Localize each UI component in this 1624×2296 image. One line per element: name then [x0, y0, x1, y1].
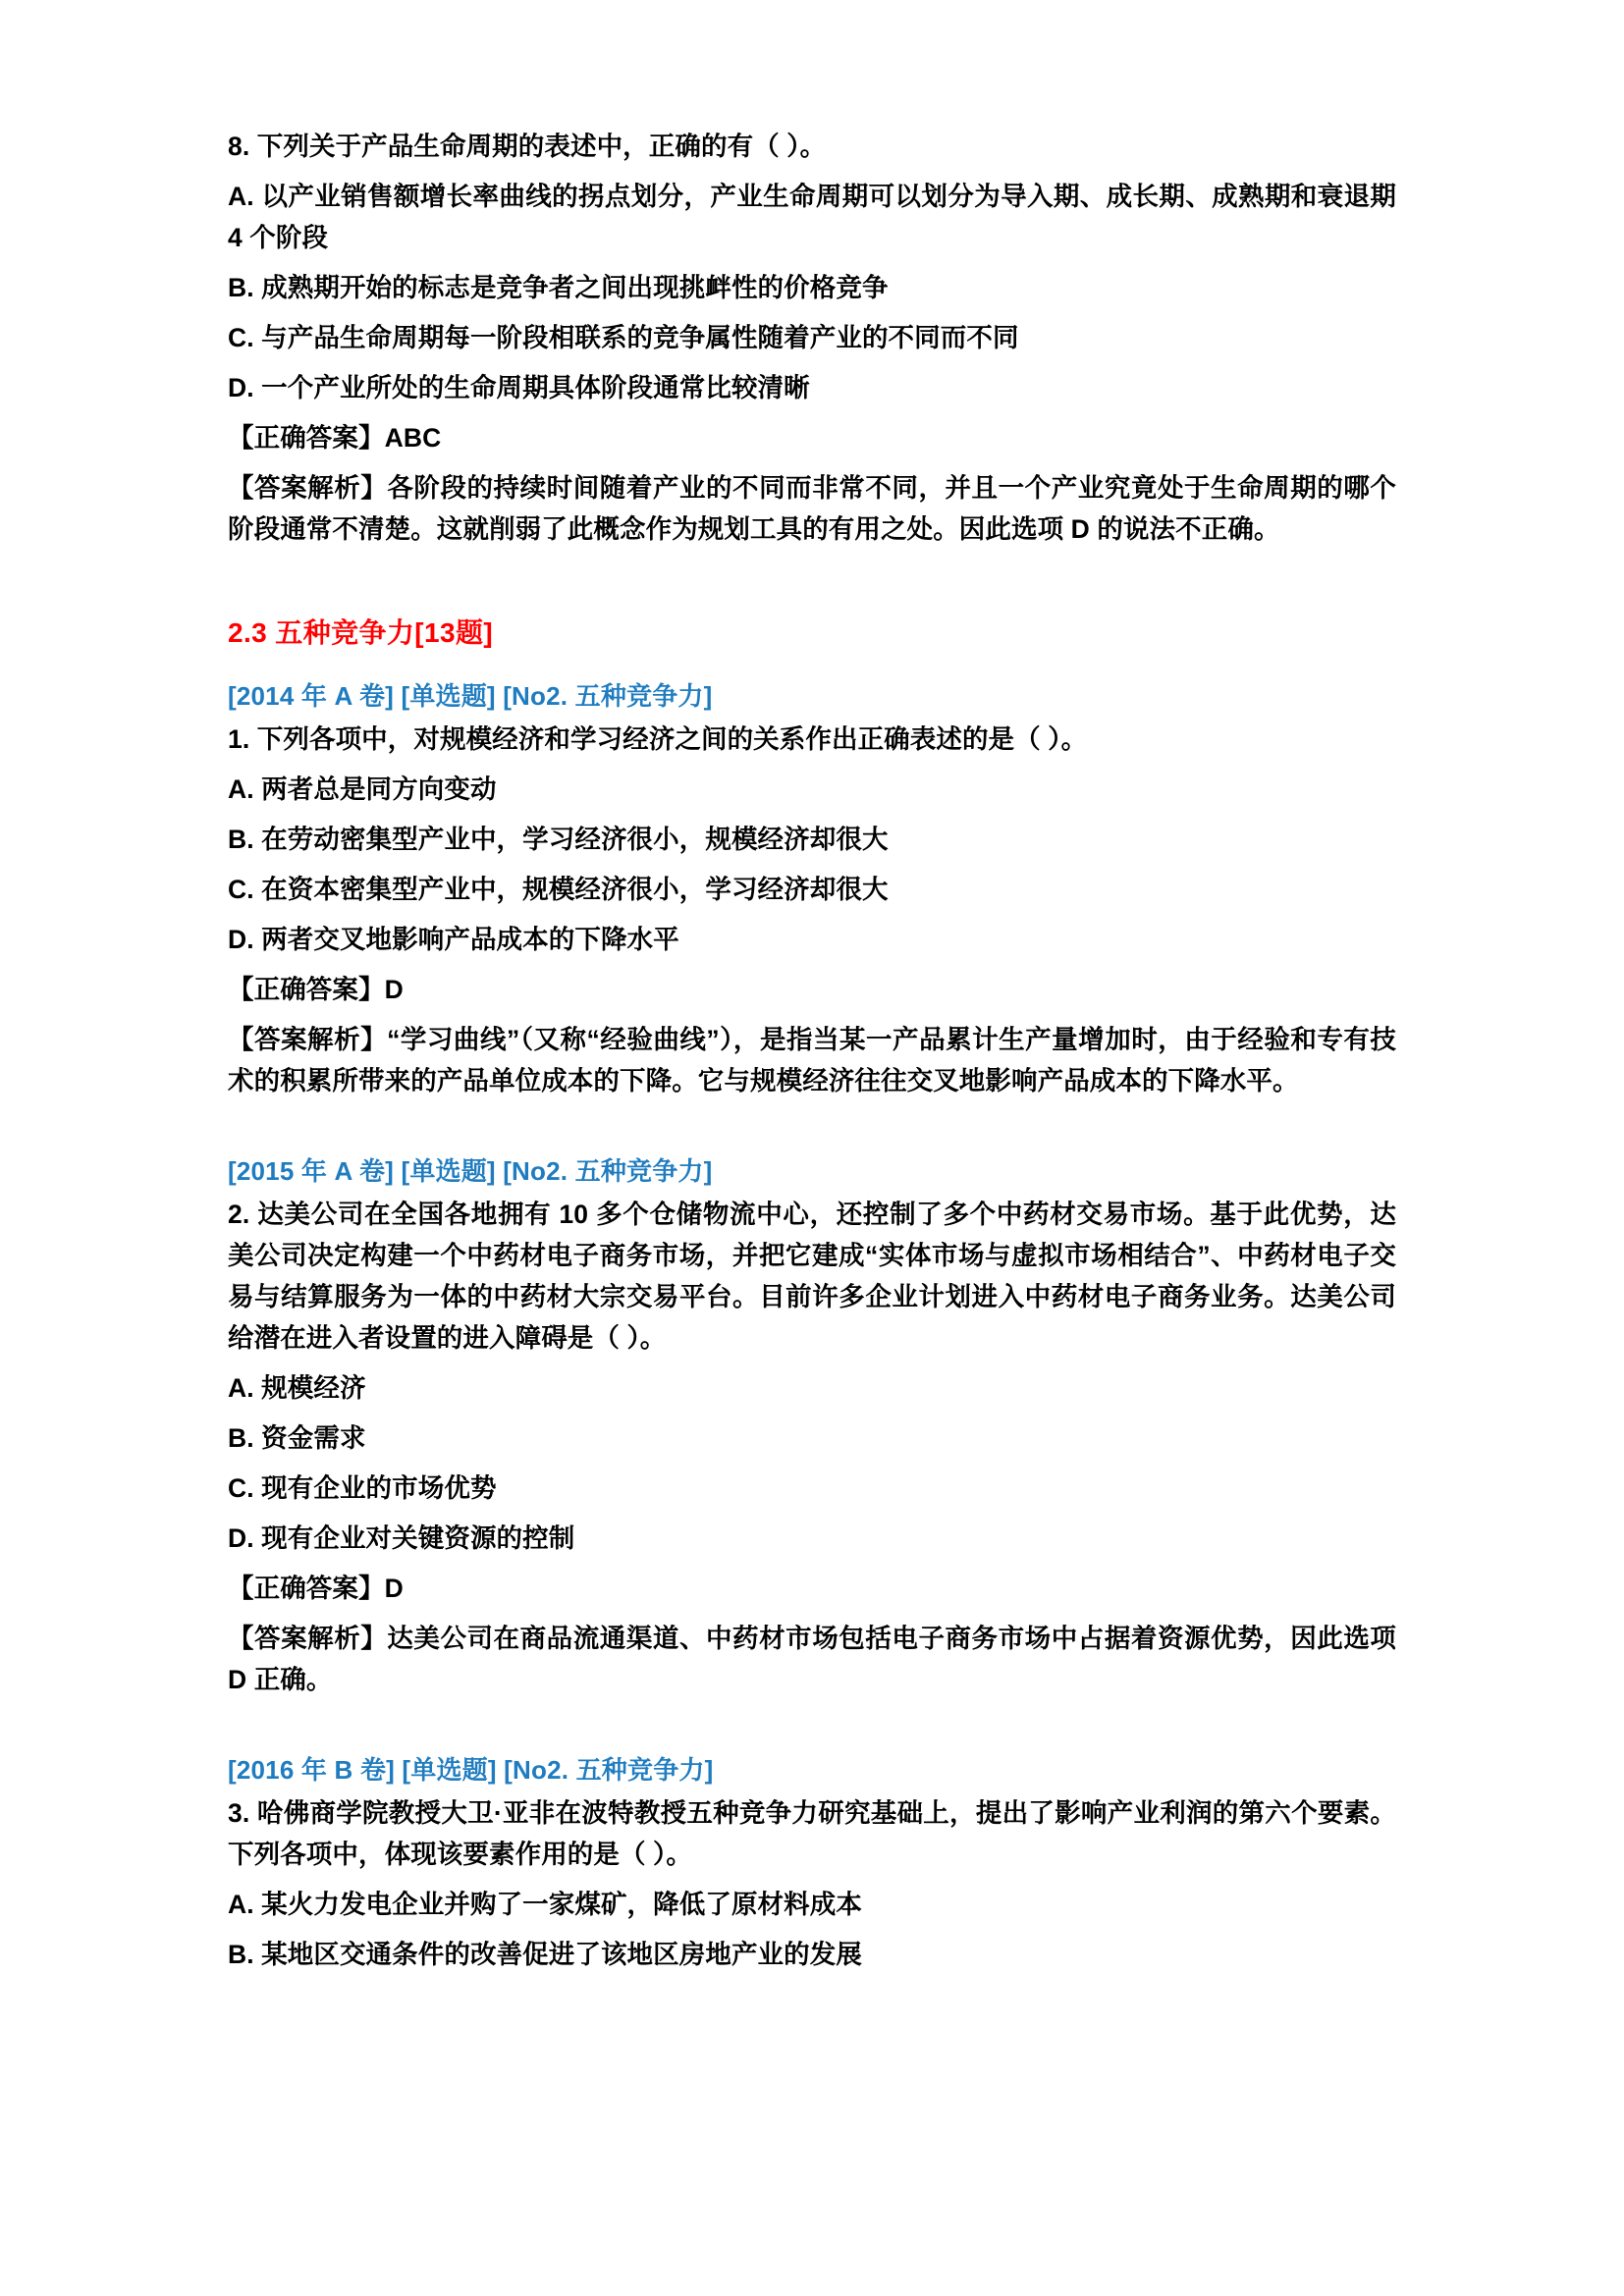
section-heading: 2.3 五种竞争力[13题]	[228, 617, 494, 648]
answer-analysis: 【答案解析】达美公司在商品流通渠道、中药材市场包括电子商务市场中占据着资源优势，因此选项 D 正确。	[228, 1624, 1396, 1694]
question-block-1	[228, 676, 1396, 1101]
document-body	[228, 126, 1396, 1975]
option-a: A. 以产业销售额增长率曲线的拐点划分，产业生命周期可以划分为导入期、成长期、成熟期和衰退期 4 个阶段	[228, 182, 1396, 252]
option-c: C. 在资本密集型产业中，规模经济很小，学习经济却很大	[228, 875, 889, 904]
question-stem: 8. 下列关于产品生命周期的表述中，正确的有（ ）。	[228, 132, 827, 161]
question-stem: 2. 达美公司在全国各地拥有 10 多个仓储物流中心，还控制了多个中药材交易市场。基于此优势，达美公司决定构建一个中药材电子商务市场，并把它建成“实体市场与虚拟市场相结合”、中药材电子交易与结算服务为一体的中药材大宗交易平台。目前许多企业计划进入中药材电子商务业务。达美公司给潜在进入者设置的进入障碍是（ ）。	[228, 1200, 1396, 1353]
question-tag: [2016 年 B 卷] [单选题] [No2. 五种竞争力]	[228, 1755, 714, 1785]
question-spacer	[228, 1709, 1396, 1750]
option-a: A. 规模经济	[228, 1373, 366, 1403]
option-d: D. 一个产业所处的生命周期具体阶段通常比较清晰	[228, 373, 810, 402]
option-c: C. 与产品生命周期每一阶段相联系的竞争属性随着产业的不同而不同	[228, 323, 1019, 352]
option-d: D. 两者交叉地影响产品成本的下降水平	[228, 925, 679, 954]
question-block-3	[228, 1750, 1396, 1975]
answer-analysis: 【答案解析】“学习曲线”（又称“经验曲线”），是指当某一产品累计生产量增加时，由于经验和专有技术的积累所带来的产品单位成本的下降。它与规模经济往往交叉地影响产品成本的下降水平。	[228, 1025, 1396, 1095]
question-block-8	[228, 126, 1396, 550]
heading-spacer	[228, 657, 1396, 676]
correct-answer: 【正确答案】ABC	[228, 423, 442, 453]
question-block-2	[228, 1151, 1396, 1700]
question-stem: 1. 下列各项中，对规模经济和学习经济之间的关系作出正确表述的是（ ）。	[228, 724, 1088, 754]
answer-analysis: 【答案解析】各阶段的持续时间随着产业的不同而非常不同，并且一个产业究竟处于生命周期的哪个阶段通常不清楚。这就削弱了此概念作为规划工具的有用之处。因此选项 D 的说法不正确。	[228, 473, 1396, 544]
option-b: B. 资金需求	[228, 1423, 366, 1453]
correct-answer: 【正确答案】D	[228, 975, 404, 1004]
option-b: B. 成熟期开始的标志是竞争者之间出现挑衅性的价格竞争	[228, 273, 889, 302]
option-a: A. 两者总是同方向变动	[228, 774, 497, 804]
option-a: A. 某火力发电企业并购了一家煤矿，降低了原材料成本	[228, 1890, 862, 1919]
question-tag: [2015 年 A 卷] [单选题] [No2. 五种竞争力]	[228, 1156, 713, 1186]
section-spacer	[228, 559, 1396, 614]
option-c: C. 现有企业的市场优势	[228, 1473, 497, 1503]
option-b: B. 在劳动密集型产业中，学习经济很小，规模经济却很大	[228, 825, 889, 854]
option-b: B. 某地区交通条件的改善促进了该地区房地产业的发展	[228, 1940, 862, 1969]
question-tag: [2014 年 A 卷] [单选题] [No2. 五种竞争力]	[228, 681, 713, 711]
question-stem: 3. 哈佛商学院教授大卫·亚非在波特教授五种竞争力研究基础上，提出了影响产业利润的第六个要素。下列各项中，体现该要素作用的是（ ）。	[228, 1798, 1396, 1869]
correct-answer: 【正确答案】D	[228, 1574, 404, 1603]
option-d: D. 现有企业对关键资源的控制	[228, 1523, 575, 1553]
question-spacer	[228, 1110, 1396, 1151]
